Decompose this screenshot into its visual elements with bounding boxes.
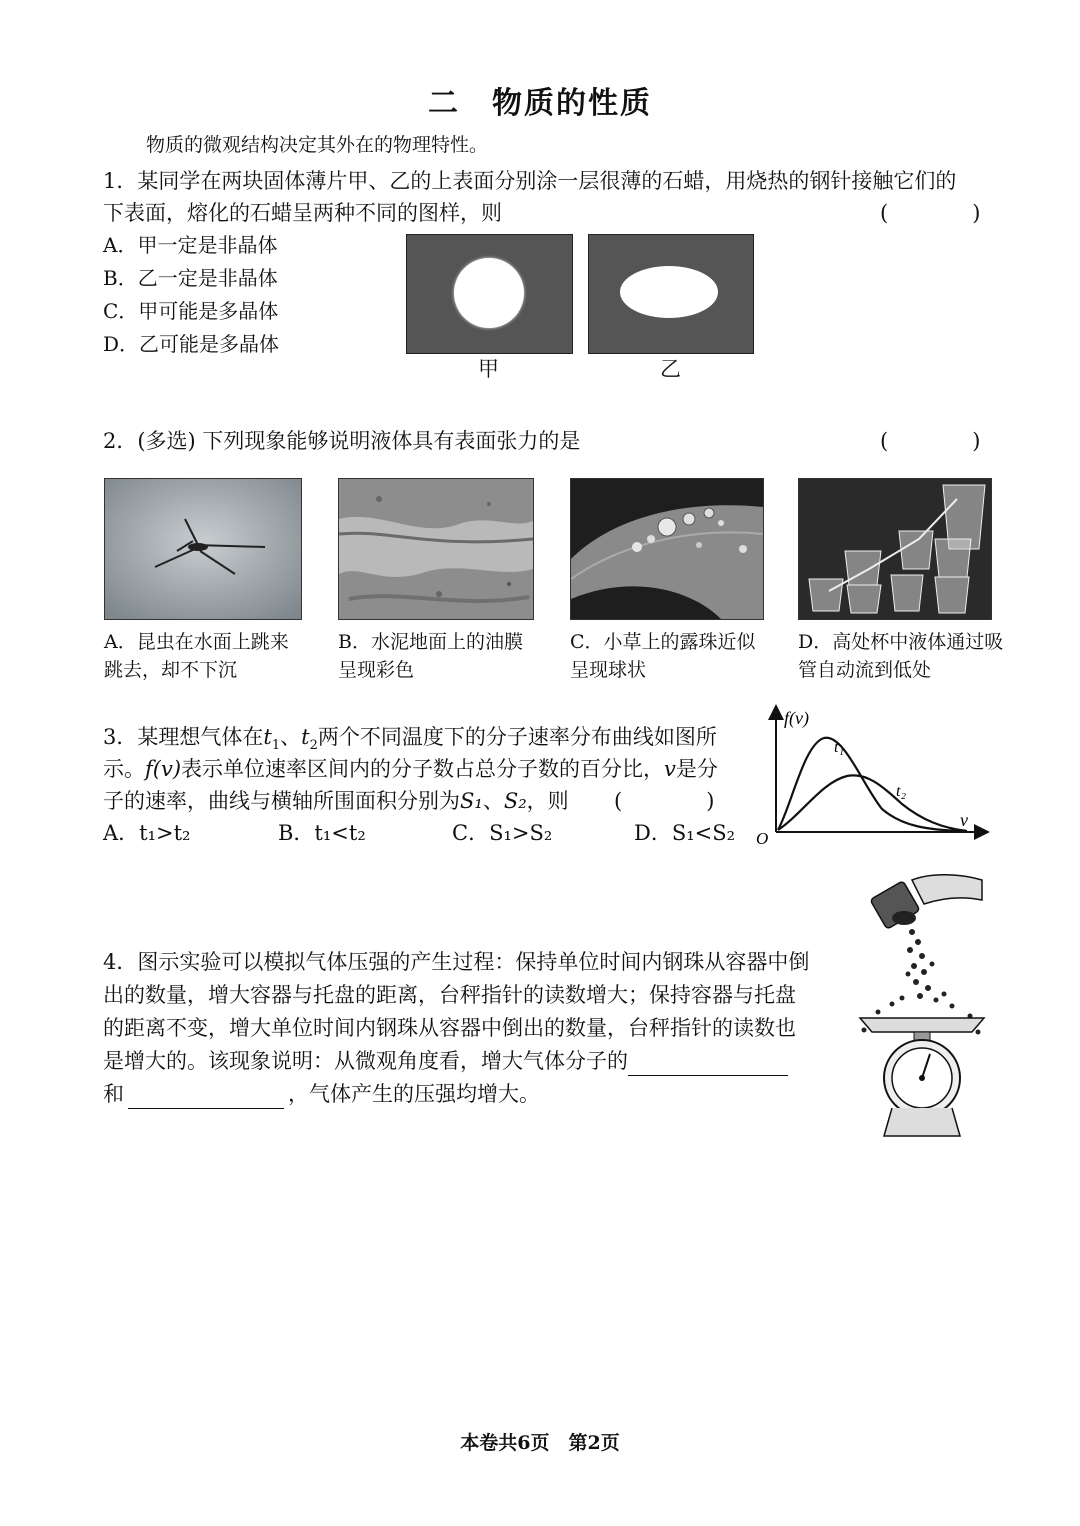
- q3-line2-c: 是分: [675, 757, 718, 781]
- q3-answer-paren: ( ): [614, 789, 715, 813]
- q2-caption-d: D．高处杯中液体通过吸管自动流到低处: [798, 631, 1004, 681]
- q3-line2-b: 表示单位速率区间内的分子数占总分子数的百分比，: [181, 757, 665, 781]
- q4-text-line1: 4．图示实验可以模拟气体压强的产生过程：保持单位时间内钢珠从容器中倒: [103, 950, 810, 974]
- q3-option-c: C．S₁>S₂: [452, 821, 553, 845]
- q1-option-c: C．甲可能是多晶体: [103, 299, 279, 323]
- q3-text-line2: [103, 754, 718, 784]
- q3-curve-t2: [778, 775, 967, 831]
- q2-photo-dew-drops: [570, 478, 764, 620]
- q2-text: 2．(多选) 下列现象能够说明液体具有表面张力的是: [103, 429, 581, 453]
- q3-t2: t: [301, 725, 310, 749]
- q1-plate-jia: [406, 234, 573, 354]
- q3-f-v: f(v): [145, 757, 182, 781]
- q3-t1-sub: 1: [271, 738, 281, 754]
- q2-answer-paren: ( ): [880, 429, 981, 453]
- q3-origin-label: O: [756, 829, 769, 848]
- q3-line2-a: 示。: [103, 757, 145, 781]
- q1-text-line1: 1．某同学在两块固体薄片甲、乙的上表面分别涂一层很薄的石蜡，用烧热的钢针接触它们的: [103, 169, 957, 193]
- q3-line3-a: 子的速率，曲线与横轴所围面积分别为: [103, 789, 460, 813]
- q3-line3-b: ，则: [526, 789, 569, 813]
- q2-caption-c: C．小草上的露珠近似呈现球状: [570, 631, 756, 681]
- q2-caption-a: A．昆虫在水面上跳来跳去，却不下沉: [104, 631, 289, 681]
- q3-curve-t1-label: t₁: [834, 739, 845, 756]
- q4-blank-2[interactable]: [128, 1086, 284, 1109]
- q3-y-label: f(v): [784, 708, 809, 728]
- q1-answer-paren: ( ): [880, 201, 981, 225]
- q4-text-line2: 出的数量，增大容器与托盘的距离，台秤指针的读数增大；保持容器与托盘: [103, 983, 796, 1007]
- q3-option-a: A．t₁>t₂: [103, 821, 191, 845]
- q2-photo-siphon-cups: [798, 478, 992, 620]
- q3-distribution-graph: [752, 704, 992, 850]
- q3-line1-b: 两个不同温度下的分子速率分布曲线如图所: [317, 725, 717, 749]
- q3-x-label: v: [960, 810, 968, 830]
- q4-text-line5: [103, 1079, 540, 1109]
- q1-elliptical-melt-pattern: [620, 266, 718, 318]
- q1-text-line2: 下表面，熔化的石蜡呈两种不同的图样，则: [103, 201, 502, 225]
- q4-line5-b: ，气体产生的压强均增大。: [288, 1082, 540, 1106]
- q4-line4-text: 是增大的。该现象说明：从微观角度看，增大气体分子的: [103, 1049, 628, 1073]
- q3-s1: S₁: [460, 789, 483, 813]
- q1-option-d: D．乙可能是多晶体: [103, 332, 280, 356]
- q3-text-line3: [103, 786, 569, 816]
- q1-circular-melt-pattern: [454, 258, 524, 328]
- q1-option-a: A．甲一定是非晶体: [103, 233, 278, 257]
- q4-scale-illustration: [852, 870, 992, 1142]
- q4-text-line4: [103, 1046, 788, 1076]
- section-intro: 物质的微观结构决定其外在的物理特性。: [146, 134, 489, 156]
- q1-label-yi: 乙: [660, 357, 681, 381]
- q1-label-jia: 甲: [478, 357, 499, 381]
- q1-option-b: B．乙一定是非晶体: [103, 266, 278, 290]
- q1-plate-yi: [588, 234, 754, 354]
- q3-option-d: D．S₁<S₂: [634, 821, 736, 845]
- q3-curve-t2-label: t₂: [896, 783, 907, 800]
- q3-curve-t1: [778, 738, 962, 831]
- q2-photo-water-strider: [104, 478, 302, 620]
- q3-line3-sep: 、: [482, 789, 504, 813]
- section-title: 二 物质的性质: [428, 86, 652, 121]
- q4-line5-a: 和: [103, 1082, 124, 1106]
- q2-caption-b: B．水泥地面上的油膜呈现彩色: [338, 631, 523, 681]
- q3-line1-a: 3．某理想气体在: [103, 725, 264, 749]
- q2-photo-oil-film: [338, 478, 534, 620]
- q3-v: v: [664, 757, 676, 781]
- q3-s2: S₂: [503, 789, 527, 813]
- page-footer: 本卷共6页 第2页: [460, 1432, 620, 1454]
- q3-t1: t: [263, 725, 272, 749]
- q3-option-b: B．t₁<t₂: [278, 821, 366, 845]
- q3-t2-sub: 2: [309, 738, 318, 754]
- q4-text-line3: 的距离不变，增大单位时间内钢珠从容器中倒出的数量，台秤指针的读数也: [103, 1016, 796, 1040]
- q3-line1-sep: 、: [280, 725, 302, 749]
- q4-blank-1[interactable]: [628, 1053, 788, 1076]
